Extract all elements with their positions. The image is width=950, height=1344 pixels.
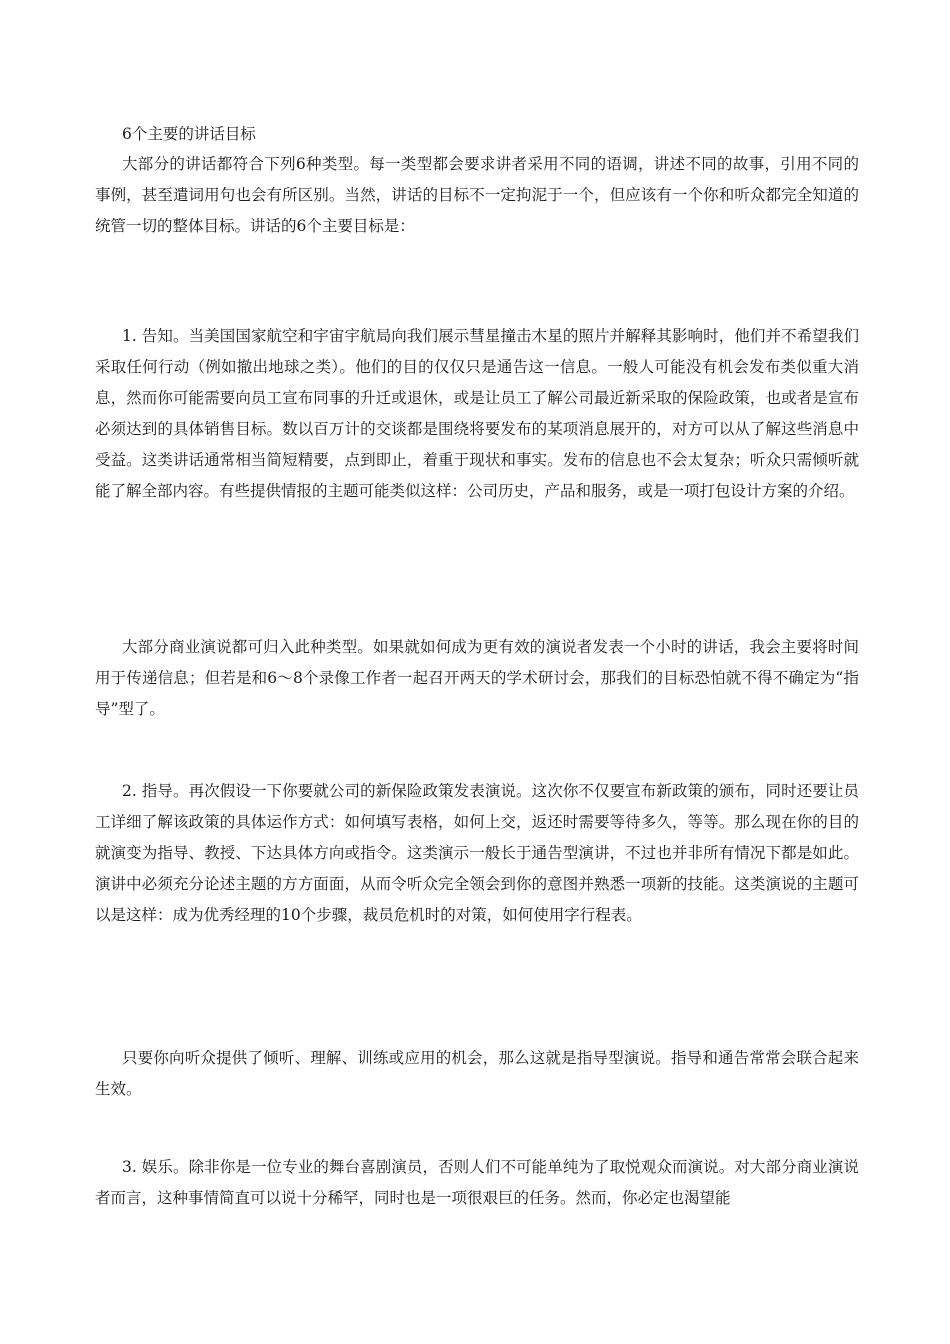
paragraph-inform: 1. 告知。当美国国家航空和宇宙宇航局向我们展示彗星撞击木星的照片并解释其影响时，他们并不希望我们采取任何行动（例如撤出地球之类）。他们的目的仅仅只是通告这一信息。一般人可能没有机会发布类似重大消息，然而你可能需要向员工宣布同事的升迁或退休，或是让员工了解公司最近新采取的保险政策，也或者是宣布必须达到的具体销售目标。数以百万计的交谈都是围绕将要发布的某项消息展开的，对方可以从了解这些消息中受益。这类讲话通常相当简短精要，点到即止，着重于现状和事实。发布的信息也不会太复杂；听众只需倾听就能了解全部内容。有些提供情报的主题可能类似这样：公司历史，产品和服务，或是一项打包设计方案的介绍。 [95,327,859,500]
paragraph-instruct-note: 只要你向听众提供了倾听、理解、训练或应用的机会，那么这就是指导型演说。指导和通告常常会联合起来生效。 [95,1049,859,1098]
paragraph-intro: 大部分的讲话都符合下列6种类型。每一类型都会要求讲者采用不同的语调，讲述不同的故事，引用不同的事例，甚至遣词用句也会有所区别。当然，讲话的目标不一定拘泥于一个，但应该有一个你和听众都完全知道的统管一切的整体目标。讲话的6个主要目标是： [95,155,859,235]
paragraph-instruct: 2. 指导。再次假设一下你要就公司的新保险政策发表演说。这次你不仅要宣布新政策的颁布，同时还要让员工详细了解该政策的具体运作方式：如何填写表格，如何上交，返还时需要等待多久，等等。那么现在你的目的就演变为指导、教授、下达具体方向或指令。这类演示一般长于通告型演讲，不过也并非所有情况下都是如此。演讲中必须充分论述主题的方方面面，从而令听众完全领会到你的意图并熟悉一项新的技能。这类演说的主题可以是这样：成为优秀经理的10个步骤，裁员危机时的对策，如何使用字行程表。 [95,782,859,924]
paragraph-entertain: 3. 娱乐。除非你是一位专业的舞台喜剧演员，否则人们不可能单纯为了取悦观众而演说。对大部分商业演说者而言，这种事情简直可以说十分稀罕，同时也是一项很艰巨的任务。然而，你必定也渴望能 [95,1158,859,1207]
paragraph-business-speeches: 大部分商业演说都可归入此种类型。如果就如何成为更有效的演说者发表一个小时的讲话，我会主要将时间用于传递信息；但若是和6～8个录像工作者一起召开两天的学术研讨会，那我们的目标恐怕就不得不确定为“指导”型了。 [95,638,859,718]
document-title: 6个主要的讲话目标 [122,125,256,143]
